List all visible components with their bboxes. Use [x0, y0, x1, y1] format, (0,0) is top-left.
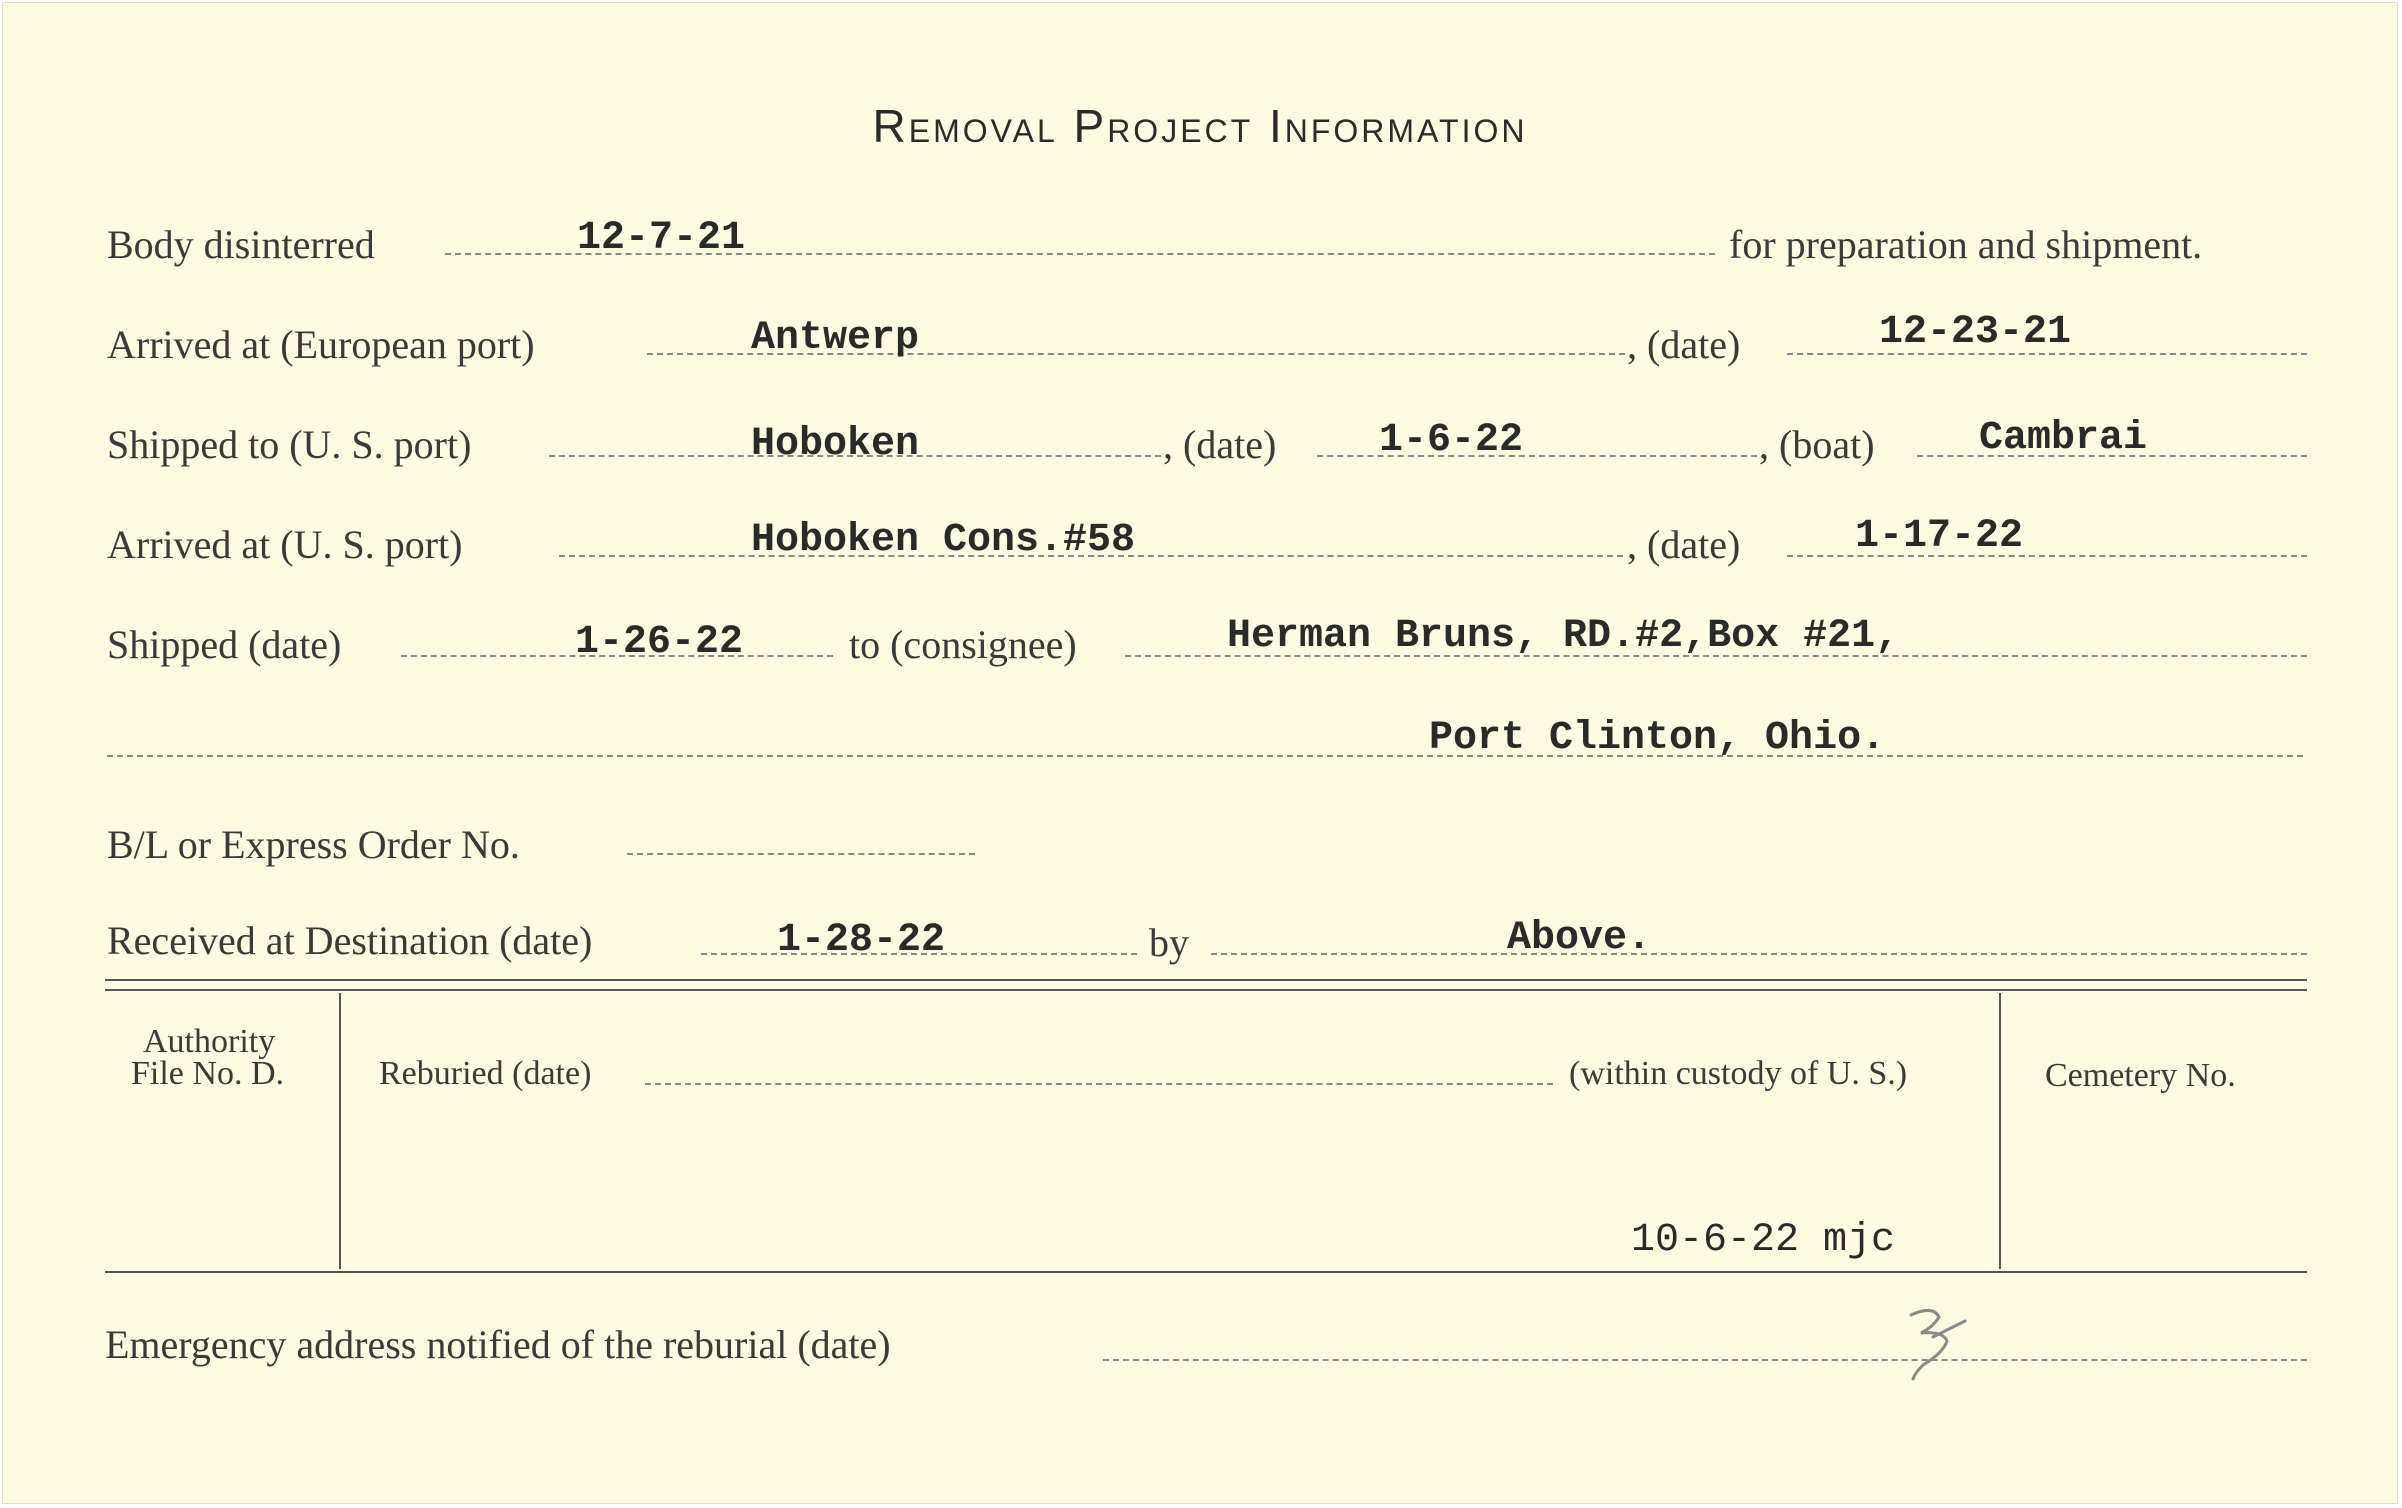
cemetery-label: Cemetery No.: [2045, 1057, 2236, 1094]
reburied-label: Reburied (date): [379, 1055, 592, 1092]
box-top-rule-2: [105, 989, 2307, 991]
arrived-european-date: 12-23-21: [1879, 310, 2072, 355]
box-divider-left: [339, 993, 341, 1269]
reburied-line: [645, 1083, 1553, 1085]
received-by-value: Above.: [1507, 916, 1652, 961]
box-divider-right: [1999, 993, 2001, 1269]
shipped-us-boat: Cambrai: [1979, 416, 2148, 461]
card-title: Removal Project Information: [872, 100, 1528, 152]
authority-label: Authority: [143, 1023, 276, 1060]
received-by-line: [1211, 953, 2307, 955]
shipped-us-label: Shipped to (U. S. port): [107, 422, 472, 467]
box-top-rule: [105, 979, 2307, 981]
received-by-label: by: [1149, 920, 1189, 965]
file-no-label: File No. D.: [131, 1055, 284, 1092]
arrived-us-label: Arrived at (U. S. port): [107, 522, 463, 567]
consignee-label: to (consignee): [849, 622, 1077, 667]
body-disinterred-label: Body disinterred: [107, 222, 375, 267]
arrived-us-date: 1-17-22: [1855, 514, 2024, 559]
box-bottom-rule: [105, 1271, 2307, 1273]
arrived-european-value: Antwerp: [751, 316, 920, 361]
received-label: Received at Destination (date): [107, 918, 593, 963]
arrived-european-date-label: , (date): [1627, 322, 1741, 367]
consignee-value-line-2: Port Clinton, Ohio.: [1429, 716, 1886, 761]
handwritten-check-mark: [1903, 1303, 1973, 1383]
emergency-line: [1103, 1359, 2307, 1361]
shipped-us-date: 1-6-22: [1379, 418, 1524, 463]
reburial-stamp: 10-6-22 mjc: [1631, 1218, 1896, 1263]
shipped-date-value: 1-26-22: [575, 620, 744, 665]
arrived-european-label: Arrived at (European port): [107, 322, 535, 367]
arrived-us-date-label: , (date): [1627, 522, 1741, 567]
bl-order-line: [627, 853, 975, 855]
shipped-date-label: Shipped (date): [107, 622, 342, 667]
bl-order-label: B/L or Express Order No.: [107, 822, 520, 867]
consignee-value: Herman Bruns, RD.#2,Box #21,: [1227, 614, 1900, 659]
shipped-us-value: Hoboken: [751, 422, 920, 467]
shipped-us-boat-label: , (boat): [1759, 422, 1875, 467]
received-date: 1-28-22: [777, 918, 946, 963]
arrived-us-value: Hoboken Cons.#58: [751, 518, 1136, 563]
body-disinterred-suffix: for preparation and shipment.: [1729, 222, 2203, 267]
record-card: [2, 2, 2398, 1504]
body-disinterred-value: 12-7-21: [577, 216, 746, 261]
shipped-us-date-label: , (date): [1163, 422, 1277, 467]
custody-label: (within custody of U. S.): [1569, 1055, 1908, 1092]
emergency-label: Emergency address notified of the reburial (date): [105, 1322, 891, 1367]
consignee-line-2: [107, 755, 2303, 757]
